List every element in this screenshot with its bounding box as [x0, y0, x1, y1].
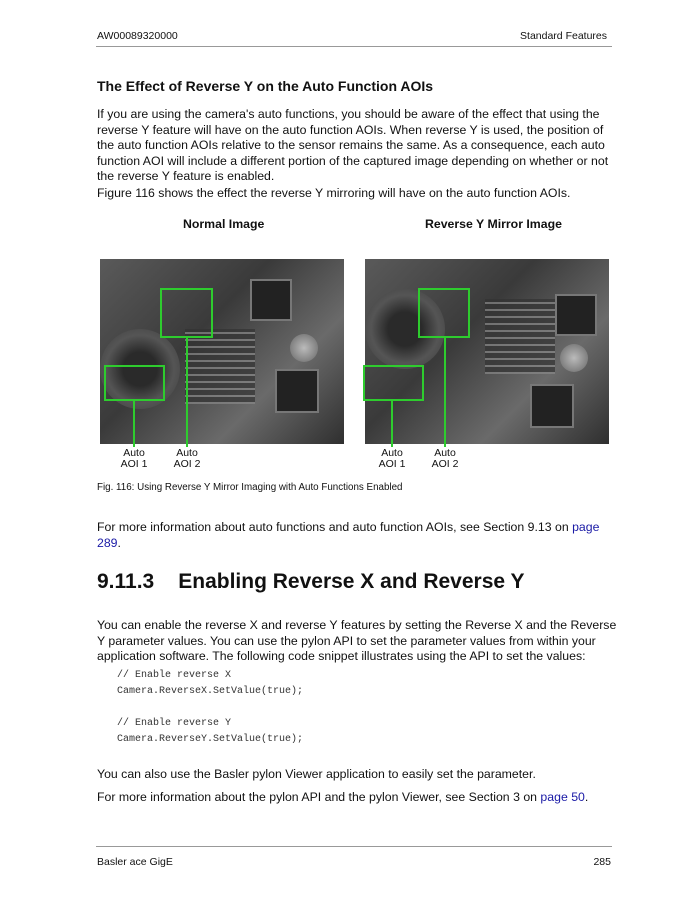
label-auto-aoi-1: Auto AOI 1 [120, 447, 148, 470]
subheading: The Effect of Reverse Y on the Auto Function AOIs [97, 78, 434, 94]
paragraph: For more information about the pylon API and the pylon Viewer, see Section 3 on page 50. [97, 790, 589, 804]
auto-aoi-1-box-mirror [363, 365, 424, 401]
code-line: Camera.ReverseX.SetValue(true); [117, 686, 304, 697]
code-comment: // Enable reverse X [117, 670, 232, 681]
paragraph: Figure 116 shows the effect the reverse Y mirroring will have on the auto function AOIs. [97, 186, 571, 200]
page-number: 285 [593, 856, 611, 868]
leader-line [186, 337, 188, 447]
paragraph: If you are using the camera's auto functions, you should be aware of the effect that using the reverse Y feature will have on the auto function AOIs. When reverse Y is used, the position of the auto function AOIs relative to the sensor remains the same. As a consequence, each auto function AOI will include a different portion of the captured image depending on whether or not the reverse Y feature is enabled. [97, 107, 609, 184]
leader-line [444, 337, 446, 447]
leader-line [391, 400, 393, 447]
footer-title: Basler ace GigE [97, 856, 173, 868]
leader-line [133, 400, 135, 447]
header-section: Standard Features [520, 30, 607, 42]
figure-caption: Fig. 116: Using Reverse Y Mirror Imaging with Auto Functions Enabled [97, 482, 403, 493]
paragraph: You can also use the Basler pylon Viewer application to easily set the parameter. [97, 767, 536, 781]
page-link[interactable]: page 50 [540, 790, 585, 804]
footer-rule [96, 846, 612, 847]
header-doc-id: AW00089320000 [97, 30, 178, 42]
figure-left-title: Normal Image [183, 217, 265, 231]
auto-aoi-2-box [160, 288, 213, 338]
section-heading: 9.11.3 Enabling Reverse X and Reverse Y [97, 570, 525, 593]
code-line: Camera.ReverseY.SetValue(true); [117, 734, 304, 745]
label-auto-aoi-2: Auto AOI 2 [173, 447, 201, 470]
code-comment: // Enable reverse Y [117, 718, 232, 729]
reverse-y-image [365, 259, 609, 444]
paragraph: You can enable the reverse X and reverse Y features by setting the Reverse X and the Reverse Y parameter values. You can use the pylon API to set the parameter values from within your application software. The following code snippet illustrates using the API to set the values: [97, 618, 617, 664]
auto-aoi-1-box [104, 365, 165, 401]
header-rule [96, 46, 612, 47]
page-link[interactable]: page 289 [97, 520, 600, 550]
figure-right-title: Reverse Y Mirror Image [425, 217, 562, 231]
label-auto-aoi-2-mirror: Auto AOI 2 [431, 447, 459, 470]
auto-aoi-2-box-mirror [418, 288, 470, 338]
paragraph: For more information about auto functions and auto function AOIs, see Section 9.13 on page 289. [97, 520, 600, 550]
normal-image [100, 259, 344, 444]
label-auto-aoi-1-mirror: Auto AOI 1 [378, 447, 406, 470]
